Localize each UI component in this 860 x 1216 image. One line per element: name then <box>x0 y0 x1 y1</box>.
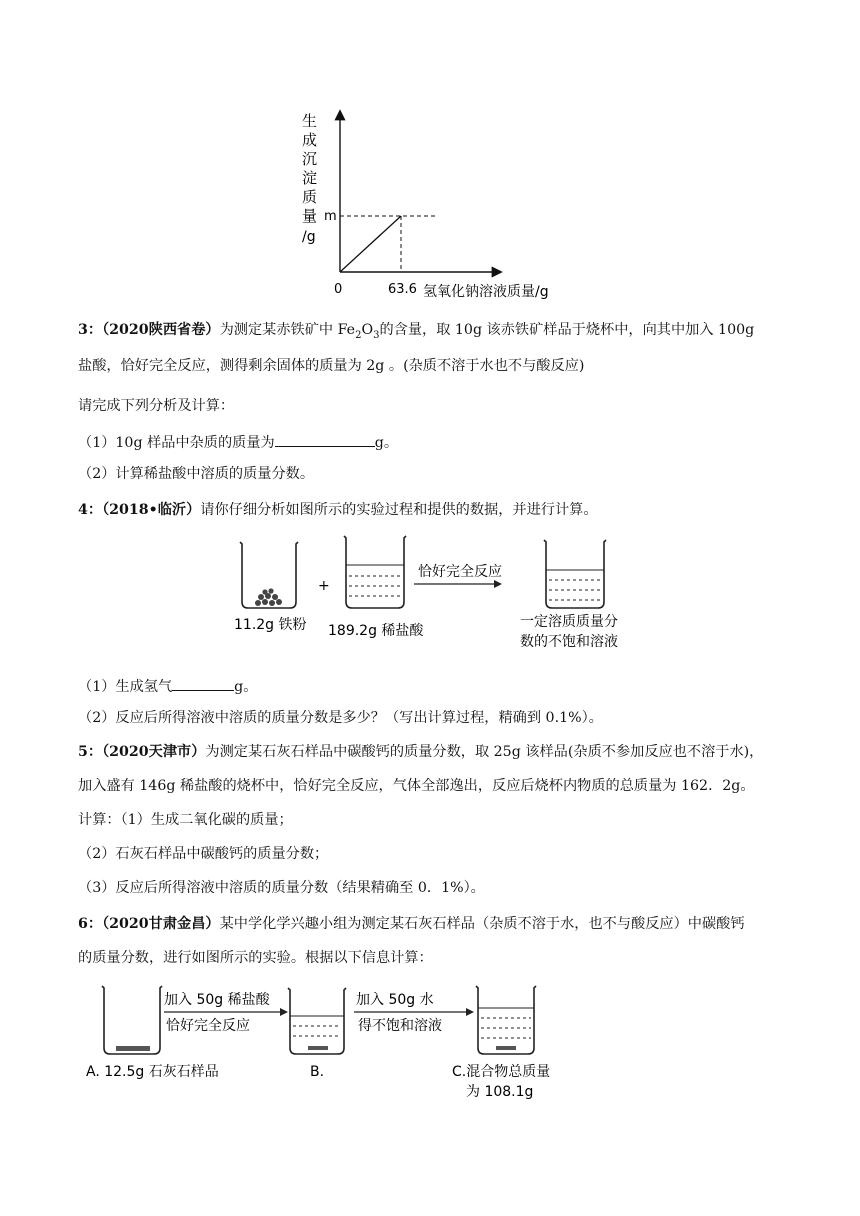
q6-figure <box>86 982 586 1106</box>
q6-source: （2020甘肃金昌） <box>102 916 220 932</box>
arrow2-bottom-label: 得不饱和溶液 <box>358 1018 442 1034</box>
q6-text: 某中学化学兴趣小组为测定某石灰石样品（杂质不溶于水，也不与酸反应）中碳酸钙 <box>219 916 745 932</box>
ylabel-char: 量 <box>302 207 318 225</box>
m-label: m <box>324 209 337 224</box>
beaker-c <box>476 986 536 1054</box>
q5-line-1 <box>78 742 763 762</box>
graph-svg <box>290 100 580 305</box>
x-tick-label: 63.6 <box>388 282 417 297</box>
q6-number: 6： <box>78 916 103 932</box>
arrow2-top-label: 加入 50g 水 <box>356 992 434 1008</box>
q3-sub-1 <box>78 432 398 453</box>
q5-line-5: （3）反应后所得溶液中溶质的质量分数（结果精确至 0．1%）。 <box>78 880 485 896</box>
result-label-1: 一定溶质质量分 <box>520 614 618 630</box>
q6-line-1 <box>78 914 745 934</box>
q4-sub-1 <box>78 676 257 697</box>
q3-number: 3： <box>78 322 103 338</box>
subscript: 3 <box>373 329 380 341</box>
q3-line-1 <box>78 320 754 346</box>
q5-text: 为测定某石灰石样品中碳酸钙的质量分数，取 25g 该样品(杂质不参加反应也不溶于水)， <box>205 744 764 760</box>
q4-line-1 <box>78 500 598 520</box>
q3-source: （2020陕西省卷） <box>102 322 220 338</box>
precipitate-graph <box>290 100 580 305</box>
q6-line-2: 的质量分数，进行如图所示的实验。根据以下信息计算： <box>78 950 433 966</box>
q3-text-a: 为测定某赤铁矿中 Fe <box>219 322 356 338</box>
ylabel-char: /g <box>302 229 316 245</box>
arrow1-bottom-label: 恰好完全反应 <box>166 1018 250 1034</box>
beaker-acid <box>344 536 406 608</box>
q5-number: 5： <box>78 744 103 760</box>
q3-line-3: 请完成下列分析及计算： <box>78 398 235 414</box>
q3-line-2: 盐酸，恰好完全反应，测得剩余固体的质量为 2g 。(杂质不溶于水也不与酸反应) <box>78 358 585 374</box>
q5-source: （2020天津市） <box>102 744 206 760</box>
q4-sub1-text: （1）生成氢气 <box>78 679 173 695</box>
q4-sub-2: （2）反应后所得溶液中溶质的质量分数是多少？（写出计算过程，精确到 0.1%）。 <box>78 710 603 726</box>
x-axis-label: 氢氧化钠溶液质量/g <box>423 284 549 300</box>
answer-blank[interactable] <box>275 432 375 447</box>
ylabel-char: 成 <box>302 131 318 149</box>
ylabel-char: 生 <box>302 112 318 130</box>
label-a: A. 12.5g 石灰石样品 <box>86 1064 219 1080</box>
answer-blank[interactable] <box>172 676 234 691</box>
q3-sub-2: （2）计算稀盐酸中溶质的质量分数。 <box>78 466 315 482</box>
q4-figure-svg <box>228 532 638 654</box>
ylabel-char: 质 <box>302 188 318 206</box>
beaker-a <box>102 986 162 1054</box>
label-c-1: C.混合物总质量 <box>452 1064 551 1080</box>
beaker-iron <box>240 542 298 608</box>
acid-label: 189.2g 稀盐酸 <box>328 623 424 639</box>
q4-figure <box>228 532 638 654</box>
iron-label: 11.2g 铁粉 <box>234 617 307 633</box>
arrow1-top-label: 加入 50g 稀盐酸 <box>164 992 270 1008</box>
q4-number: 4： <box>78 502 103 518</box>
q5-line-2: 加入盛有 146g 稀盐酸的烧杯中，恰好完全反应，气体全部逸出，反应后烧杯内物质的总质量为 162．2g。 <box>78 778 755 794</box>
q3-text-b: 的含量，取 10g 该赤铁矿样品于烧杯中，向其中加入 100g <box>379 322 755 338</box>
label-b: B. <box>310 1064 325 1080</box>
q3-sub1-text: （1）10g 样品中杂质的质量为 <box>78 435 275 451</box>
subscript: 2 <box>355 329 362 341</box>
ylabel-char: 淀 <box>302 169 318 187</box>
q3-sub1-unit: g。 <box>374 435 399 451</box>
origin-label: 0 <box>334 282 343 297</box>
q5-line-3: 计算：（1）生成二氧化碳的质量； <box>78 812 293 828</box>
q4-source: （2018•临沂） <box>102 502 201 518</box>
precipitate-line <box>340 216 401 272</box>
beaker-b <box>288 988 346 1054</box>
formula-o: O <box>361 322 374 338</box>
label-c-2: 为 108.1g <box>466 1084 534 1100</box>
q4-sub1-unit: g。 <box>234 679 258 695</box>
plus-sign: + <box>318 578 330 594</box>
ylabel-char: 沉 <box>302 150 318 168</box>
arrow-label: 恰好完全反应 <box>418 564 502 580</box>
q5-line-4: （2）石灰石样品中碳酸钙的质量分数； <box>78 846 329 862</box>
q6-figure-svg <box>86 982 586 1106</box>
q4-text: 请你仔细分析如图所示的实验过程和提供的数据，并进行计算。 <box>200 502 598 518</box>
result-label-2: 数的不饱和溶液 <box>520 634 618 650</box>
beaker-result <box>544 540 606 608</box>
